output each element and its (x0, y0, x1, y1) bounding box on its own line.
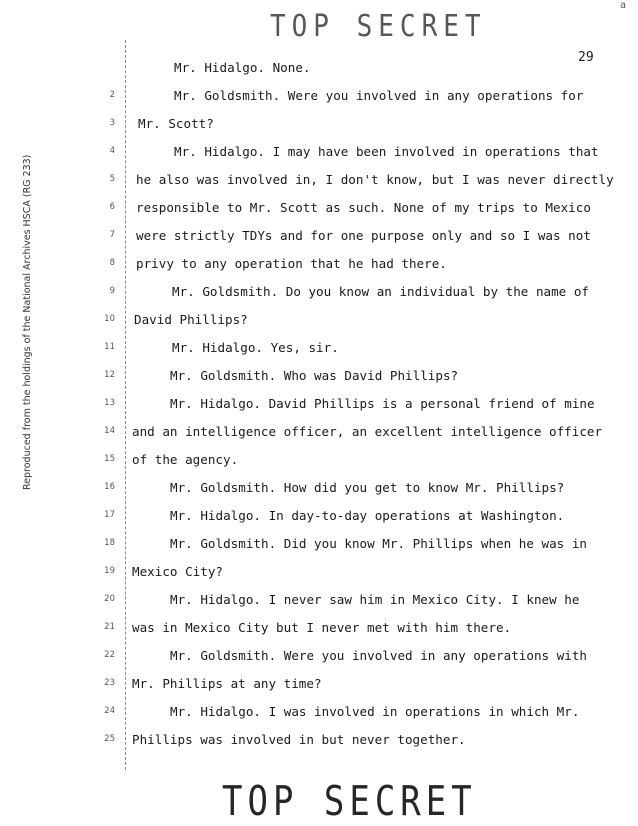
line-number: 19 (104, 566, 115, 576)
transcript-line: Mr. Hidalgo. I was involved in operations in which Mr. (170, 704, 580, 719)
transcript-line: Mr. Goldsmith. Were you involved in any operations for (174, 88, 584, 103)
archive-margin-note: Reproduced from the holdings of the National Archives HSCA (RG 233) (22, 154, 33, 490)
line-number: 3 (109, 118, 115, 128)
corner-mark: a (620, 0, 627, 11)
transcript-line: Mr. Scott? (138, 116, 214, 131)
transcript-line: Mr. Hidalgo. In day-to-day operations at Washington. (170, 508, 565, 523)
transcript-line: he also was involved in, I don't know, but I was never directly (136, 172, 614, 187)
transcript-line: Mr. Goldsmith. Were you involved in any operations with (170, 648, 588, 663)
line-number: 7 (109, 230, 115, 240)
margin-rule (125, 40, 126, 770)
transcript-line: Mr. Goldsmith. How did you get to know Mr. Phillips? (170, 480, 565, 495)
line-number: 15 (104, 454, 115, 464)
transcript-line: Mr. Hidalgo. Yes, sir. (172, 340, 339, 355)
transcript-line: Mr. Hidalgo. I never saw him in Mexico City. I knew he (170, 592, 580, 607)
transcript-line: Mr. Hidalgo. David Phillips is a personal friend of mine (170, 396, 595, 411)
line-number: 25 (104, 734, 115, 744)
line-number: 17 (104, 510, 115, 520)
transcript-line: David Phillips? (134, 312, 248, 327)
transcript-line: Mr. Hidalgo. None. (174, 60, 311, 75)
line-number: 8 (109, 258, 115, 268)
line-number: 10 (104, 314, 115, 324)
line-number: 5 (109, 174, 115, 184)
page-number: 29 (578, 50, 594, 65)
line-number: 4 (109, 146, 115, 156)
line-number: 12 (104, 370, 115, 380)
classification-stamp-top: TOP SECRET (270, 9, 487, 45)
transcript-line: Mr. Goldsmith. Do you know an individual by the name of (172, 284, 590, 299)
line-number: 9 (109, 286, 115, 296)
line-number: 22 (104, 650, 115, 660)
transcript-line: Mr. Hidalgo. I may have been involved in operations that (174, 144, 599, 159)
transcript-line: Mexico City? (132, 564, 223, 579)
transcript-line: responsible to Mr. Scott as such. None of my trips to Mexico (136, 200, 591, 215)
line-number: 6 (109, 202, 115, 212)
line-number: 21 (104, 622, 115, 632)
line-number: 24 (104, 706, 115, 716)
line-number: 20 (104, 594, 115, 604)
line-number: 14 (104, 426, 115, 436)
line-number: 23 (104, 678, 115, 688)
transcript-line: Mr. Goldsmith. Did you know Mr. Phillips when he was in (170, 536, 588, 551)
transcript-line: Mr. Goldsmith. Who was David Phillips? (170, 368, 459, 383)
transcript-line: Mr. Phillips at any time? (132, 676, 322, 691)
line-number: 18 (104, 538, 115, 548)
line-number: 16 (104, 482, 115, 492)
line-number: 13 (104, 398, 115, 408)
transcript-line: Phillips was involved in but never together. (132, 732, 466, 747)
transcript-line: was in Mexico City but I never met with him there. (132, 620, 512, 635)
transcript-line: of the agency. (132, 452, 239, 467)
line-number: 11 (104, 342, 115, 352)
line-number: 2 (109, 90, 115, 100)
transcript-line: privy to any operation that he had there. (136, 256, 447, 271)
classification-stamp-bottom: TOP SECRET (222, 778, 477, 826)
transcript-line: and an intelligence officer, an excellent intelligence officer (132, 424, 603, 439)
transcript-line: were strictly TDYs and for one purpose only and so I was not (136, 228, 591, 243)
